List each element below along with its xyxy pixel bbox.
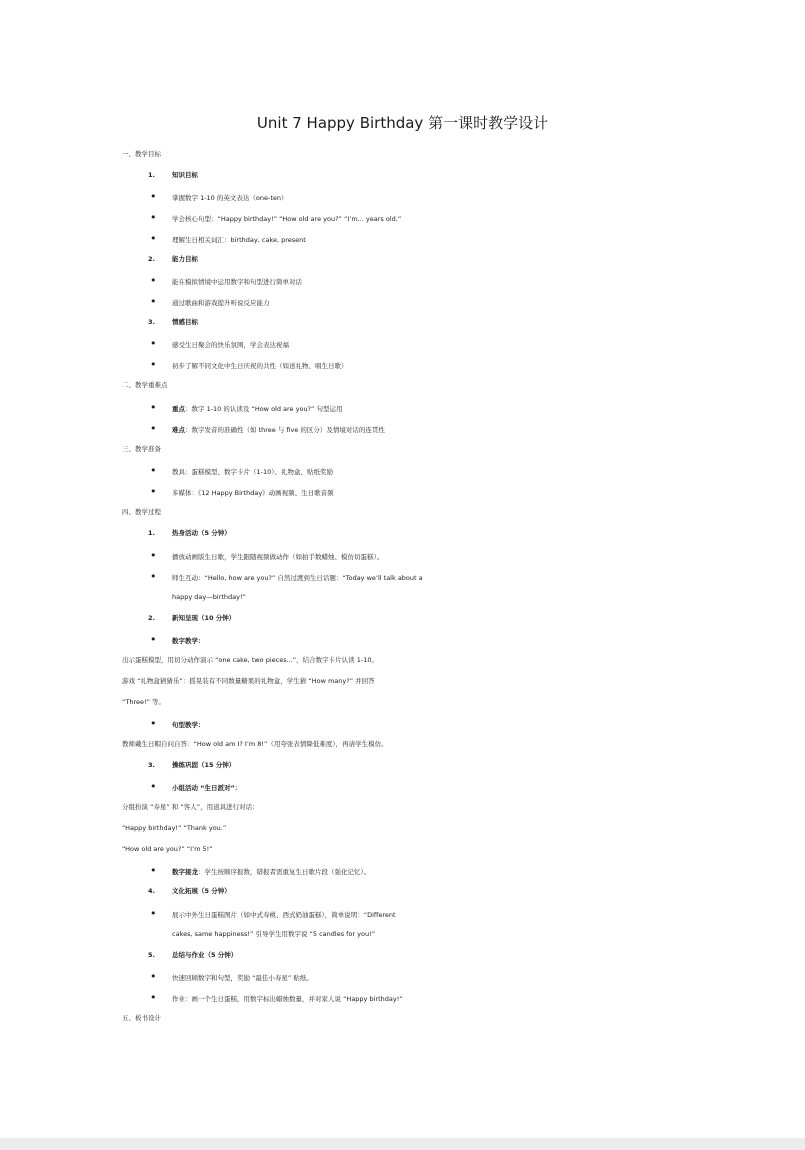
bullet-icon: •	[150, 190, 157, 203]
bullet-icon: •	[150, 633, 157, 646]
bullet-icon: •	[150, 485, 157, 498]
bullet-icon: •	[150, 570, 157, 583]
bullet-icon: •	[150, 232, 157, 245]
paragraph: “How old are you?” “I’m 5!”	[122, 845, 213, 853]
paragraph: “Three!” 等。	[122, 698, 166, 706]
section-heading: 四、教学过程	[122, 508, 161, 516]
list-item	[150, 207, 720, 230]
bullet-icon: •	[150, 780, 157, 793]
numbered-heading	[148, 881, 718, 902]
numbered-heading	[148, 755, 718, 776]
heading-label: 文化拓展（5 分钟）	[172, 887, 231, 895]
list-item	[150, 397, 720, 420]
list-item-continuation: cakes, same happiness!” 引导学生用数字说 “5 candles for you!”	[172, 930, 376, 938]
list-item	[150, 566, 720, 589]
list-item-text: 播放动画版生日歌，学生跟随视频做动作（如拍手数蜡烛、模仿切蛋糕）。	[172, 553, 384, 561]
list-item-text: 能在模拟情境中运用数字和句型进行简单对话	[172, 278, 302, 286]
list-item	[150, 228, 720, 251]
list-item-text: 初步了解不同文化中生日庆祝的共性（如送礼物、唱生日歌）	[172, 362, 348, 370]
bullet-icon: •	[150, 717, 157, 730]
numbered-heading	[148, 608, 718, 629]
section-heading: 三、教学准备	[122, 445, 161, 453]
bullet-icon: •	[150, 274, 157, 287]
list-item	[150, 776, 720, 799]
list-item-continuation: happy day—birthday!”	[172, 593, 246, 601]
list-item	[150, 545, 720, 568]
bullet-icon: •	[150, 864, 157, 877]
list-item	[150, 333, 720, 356]
list-item-text: 展示中外生日蛋糕图片（如中式寿桃、西式奶油蛋糕），简单说明：“Different	[172, 911, 396, 919]
list-item-text: 作业：画一个生日蛋糕，用数字标出蜡烛数量，并对家人说 “Happy birthday!”	[172, 995, 403, 1003]
bullet-icon: •	[150, 907, 157, 920]
list-item	[150, 460, 720, 483]
section-heading: 二、教学重难点	[122, 381, 168, 389]
heading-label: 新知呈现（10 分钟）	[172, 614, 236, 622]
heading-label: 知识目标	[172, 171, 198, 179]
bullet-icon: •	[150, 211, 157, 224]
heading-label: 总结与作业（5 分钟）	[172, 951, 238, 959]
paragraph: 教师戴生日帽自问自答：“How old am I? I’m 8!”（用夸张表情降低难度），再请学生模仿。	[122, 740, 388, 748]
heading-number: 2.	[148, 614, 155, 622]
paragraph: 出示蛋糕模型，用切分动作演示 “one cake, two pieces...”，结合数字卡片认读 1-10。	[122, 656, 378, 664]
list-item	[150, 966, 720, 989]
heading-label: 情感目标	[172, 318, 198, 326]
bullet-icon: •	[150, 295, 157, 308]
list-item	[150, 987, 720, 1010]
bullet-icon: •	[150, 549, 157, 562]
bullet-icon: •	[150, 358, 157, 371]
list-item	[150, 713, 720, 736]
list-item-text: 感受生日聚会的快乐氛围，学会表达祝福	[172, 341, 289, 349]
heading-number: 3.	[148, 761, 155, 769]
bullet-icon: •	[150, 422, 157, 435]
heading-number: 4.	[148, 887, 155, 895]
list-item-label: 难点	[172, 426, 185, 434]
list-item-label: 重点	[172, 405, 185, 413]
list-item-text: 教具：蛋糕模型、数字卡片（1-10）、礼物盒、贴纸奖励	[172, 468, 334, 476]
numbered-heading	[148, 249, 718, 270]
heading-label: 操练巩固（15 分钟）	[172, 761, 236, 769]
section-heading: 一、教学目标	[122, 150, 161, 158]
list-item-text: 理解生日相关词汇：birthday, cake, present	[172, 236, 306, 244]
list-item	[150, 903, 720, 926]
list-item-text: 师生互动：“Hello, how are you?” 自然过渡到生日话题：“Today we’ll talk about a	[172, 574, 423, 582]
list-item-text: ：学生按顺序报数，错报者需重复生日歌片段（强化记忆）。	[198, 868, 371, 876]
numbered-heading	[148, 523, 718, 544]
bullet-icon: •	[150, 464, 157, 477]
list-item-label: 小组活动 “生日派对”：	[172, 784, 242, 792]
section-heading: 五、板书设计	[122, 1014, 161, 1022]
list-item	[150, 354, 720, 377]
list-item	[150, 481, 720, 504]
heading-number: 5.	[148, 951, 155, 959]
list-item-text: 通过歌曲和游戏提升听说反应能力	[172, 299, 270, 307]
list-item	[150, 418, 720, 441]
list-item-text: 学会核心句型：“Happy birthday!” “How old are you?” “I’m... years old.”	[172, 215, 402, 223]
list-item	[150, 186, 720, 209]
heading-label: 能力目标	[172, 255, 198, 263]
heading-number: 1.	[148, 171, 155, 179]
list-item-label: 数字教学：	[172, 637, 205, 645]
bullet-icon: •	[150, 970, 157, 983]
heading-number: 2.	[148, 255, 155, 263]
heading-number: 1.	[148, 529, 155, 537]
paragraph: 分组扮演 “寿星” 和 “客人”，用道具进行对话：	[122, 803, 259, 811]
heading-label: 热身活动（5 分钟）	[172, 529, 231, 537]
list-item-text: 掌握数字 1-10 的英文表达（one-ten）	[172, 194, 288, 202]
numbered-heading	[148, 165, 718, 186]
bullet-icon: •	[150, 337, 157, 350]
list-item-text: 快速回顾数字和句型，奖励 “最佳小寿星” 贴纸。	[172, 974, 313, 982]
paragraph: 游戏 “礼物盒猜猜乐”：摇晃装有不同数量糖果的礼物盒，学生猜 “How many?” 并回答	[122, 677, 375, 685]
numbered-heading	[148, 945, 718, 966]
list-item-text: ：数字 1-10 的认读及 “How old are you?” 句型运用	[185, 405, 343, 413]
list-item-label: 数字接龙	[172, 868, 198, 876]
paragraph: “Happy birthday!” “Thank you.”	[122, 824, 227, 832]
document-title: Unit 7 Happy Birthday 第一课时教学设计	[256, 114, 549, 132]
bullet-icon: •	[150, 401, 157, 414]
bullet-icon: •	[150, 991, 157, 1004]
list-item-text: ：数字发音的准确性（如 three 与 five 的区分）及情境对话的连贯性	[185, 426, 385, 434]
numbered-heading	[148, 312, 718, 333]
heading-number: 3.	[148, 318, 155, 326]
list-item-label: 句型教学：	[172, 721, 205, 729]
list-item	[150, 629, 720, 652]
list-item-text: 多媒体：《12 Happy Birthday》动画视频、生日歌音频	[172, 489, 334, 497]
list-item	[150, 270, 720, 293]
list-item	[150, 860, 720, 883]
list-item	[150, 291, 720, 314]
